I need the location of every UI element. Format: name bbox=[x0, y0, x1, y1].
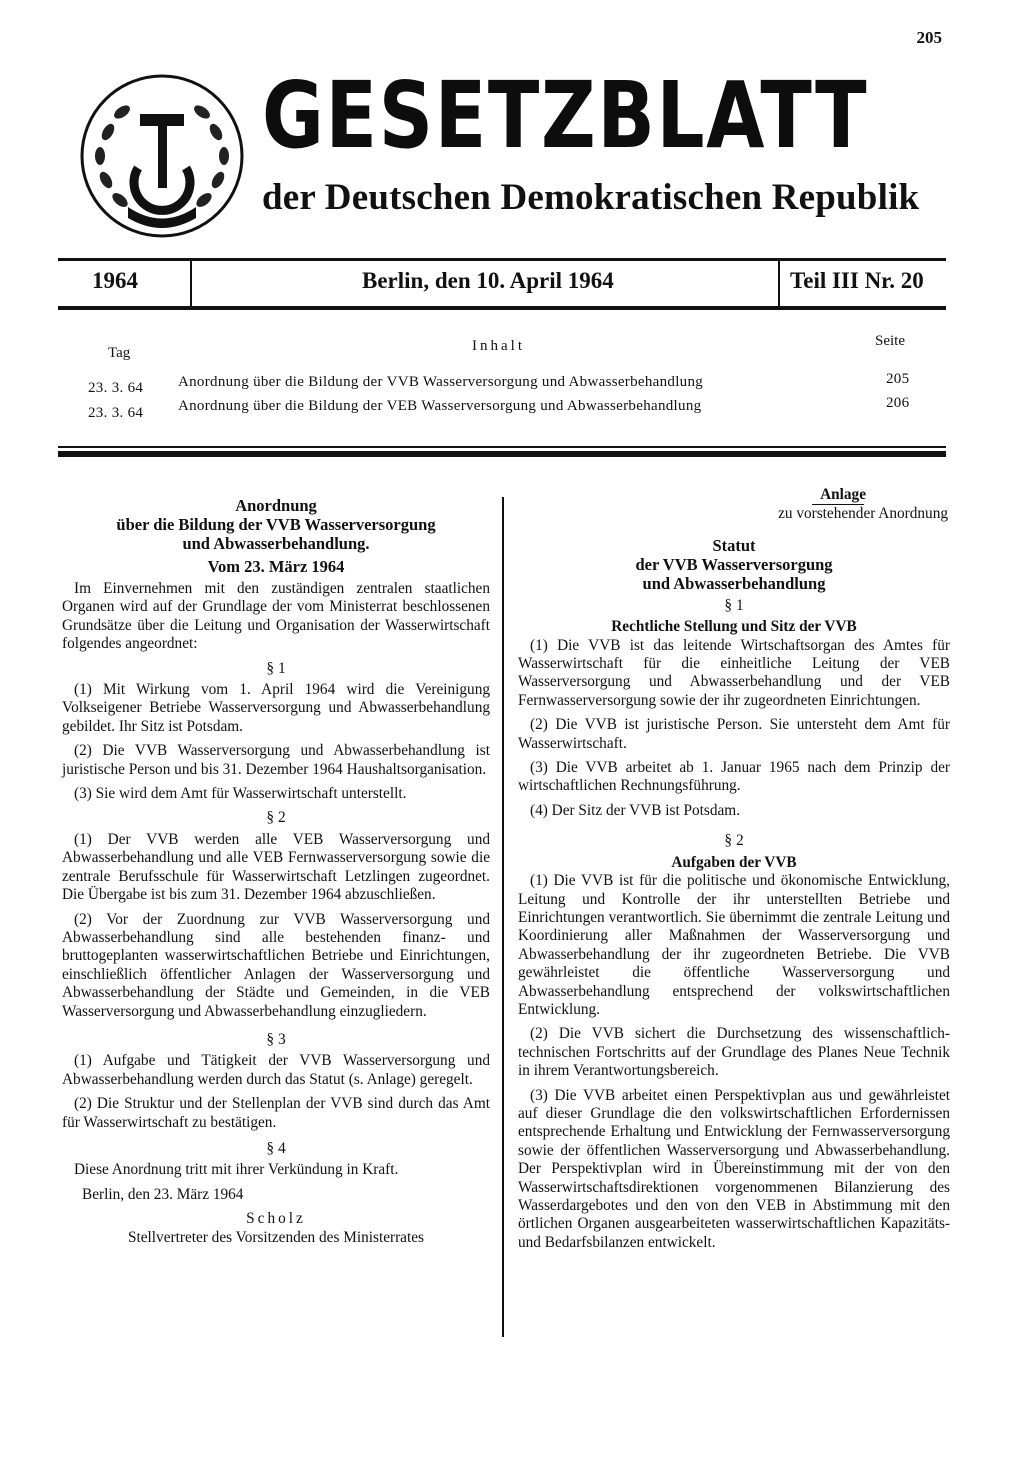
section-1-paragraph: (1) Mit Wirkung vom 1. April 1964 wird die Vereinigung Volkseigener Betriebe Wasserversorgung und Abwasserbehandlung gebildet. Ihr Sitz ist Potsdam. bbox=[62, 681, 490, 735]
section-1-paragraph: (3) Sie wird dem Amt für Wasserwirtschaft unterstellt. bbox=[74, 785, 407, 803]
contents-rule-thick bbox=[58, 451, 946, 457]
statute-section-2-paragraph: (1) Die VVB ist für die politische und ökonomische Entwicklung, Leitung und Kontrolle der ihr unterstellten Betriebe und Einrichtungen verantwortlich. Sie übernimmt die zentrale Leitung und Koordinierung aller Maßnahmen der Wasserversorgung und Abwasserbehandlung der ihr zugeordneten Betriebe. Die VVB gewährleistet die öffentliche Wasserversorgung und Abwasserbehandlung entsprechend der volkswirtschaftlichen Entwicklung. bbox=[518, 872, 950, 1018]
toc-row-day: 23. 3. 64 bbox=[88, 405, 144, 421]
toc-row-title: Anordnung über die Bildung der VEB Wasserversorgung und Abwasserbehandlung bbox=[178, 398, 702, 414]
issue-place-date: Berlin, den 10. April 1964 bbox=[362, 268, 614, 293]
section-1-heading: § 1 bbox=[266, 659, 286, 677]
statute-section-1-heading: § 1 bbox=[724, 596, 744, 614]
masthead-subtitle: der Deutschen Demokratischen Republik bbox=[262, 177, 920, 218]
toc-page-header: Seite bbox=[875, 333, 905, 349]
statute-title-line1: Statut bbox=[712, 535, 756, 555]
page-number: 205 bbox=[916, 28, 942, 47]
section-2-paragraph: (2) Vor der Zuordnung zur VVB Wasserversorgung und Abwasserbehandlung sind alle bestehenden finanz- und bruttogeplanten wasserwirtschaftlichen Betriebe und Einrichtungen, einschließlich öffentlicher Anlagen der Wasserversorgung und Abwasserbehandlung der Städte und Gemeinden, in die VEB Wasserversorgung und Abwasserbehandlung einzugliedern. bbox=[62, 910, 490, 1020]
section-2-heading: § 2 bbox=[266, 809, 286, 827]
section-4-paragraph: Diese Anordnung tritt mit ihrer Verkündung in Kraft. bbox=[74, 1161, 399, 1179]
left-column bbox=[62, 496, 490, 1247]
section-3-heading: § 3 bbox=[266, 1030, 286, 1048]
toc-row-day: 23. 3. 64 bbox=[88, 380, 144, 396]
toc-heading: Inhalt bbox=[472, 338, 525, 354]
toc-day-header: Tag bbox=[108, 345, 131, 361]
statute-section-1-title: Rechtliche Stellung und Sitz der VVB bbox=[611, 618, 857, 636]
statute-section-2-paragraph: (2) Die VVB sichert die Durchsetzung des wissenschaftlich-technischen Fortschritts auf der Grundlage des Planes Neue Technik in ihrem Verantwortungsbereich. bbox=[518, 1025, 950, 1080]
issue-year: 1964 bbox=[92, 268, 138, 293]
section-3-paragraph: (1) Aufgabe und Tätigkeit der VVB Wasserversorgung und Abwasserbehandlung werden durch das Statut (s. Anlage) geregelt. bbox=[62, 1052, 490, 1088]
signature-place-date: Berlin, den 23. März 1964 bbox=[82, 1185, 244, 1203]
column-divider bbox=[502, 497, 504, 1337]
statute-section-1-paragraph: (1) Die VVB ist das leitende Wirtschaftsorgan des Amtes für Wasserwirtschaft für die einheitliche Leitung der VEB Wasserversorgung und Abwasserbehandlung und der VEB Fernwasserversorgung sowie der ihr zugeordneten Einrichtungen. bbox=[518, 636, 950, 709]
section-4-heading: § 4 bbox=[266, 1139, 286, 1157]
decree-title-line2: über die Bildung der VVB Wasserversorgung bbox=[116, 515, 436, 534]
statute-section-1-paragraph: (3) Die VVB arbeitet ab 1. Januar 1965 nach dem Prinzip der wirtschaftlichen Rechnungsführung. bbox=[518, 759, 950, 795]
decree-date: Vom 23. März 1964 bbox=[207, 557, 345, 576]
annex-label: Anlage bbox=[820, 486, 866, 503]
decree-title-line1: Anordnung bbox=[235, 496, 317, 515]
toc-row-page: 205 bbox=[886, 371, 910, 387]
contents-rule-thin bbox=[58, 446, 946, 448]
state-emblem-icon bbox=[78, 72, 246, 240]
statute-section-1-paragraph: (2) Die VVB ist juristische Person. Sie untersteht dem Amt für Wasserwirtschaft. bbox=[518, 716, 950, 752]
masthead-title: GESETZBLATT bbox=[262, 62, 869, 169]
section-1-paragraph: (2) Die VVB Wasserversorgung und Abwasserbehandlung ist juristische Person und bis 31. Dezember 1964 Haushaltsorganisation. bbox=[62, 742, 490, 778]
toc-row-title: Anordnung über die Bildung der VVB Wasserversorgung und Abwasserbehandlung bbox=[178, 374, 704, 390]
statute-title-line3: und Abwasserbehandlung bbox=[642, 573, 826, 593]
decree-preamble: Im Einvernehmen mit den zuständigen zentralen staatlichen Organen wird auf der Grundlage der vom Ministerrat beschlossenen Grundsätze über die Leitung und Organisation der Wasserwirtschaft folgendes angeordnet: bbox=[62, 580, 490, 653]
section-2-paragraph: (1) Der VVB werden alle VEB Wasserversorgung und Abwasserbehandlung und alle VEB Fernwasserversorgung sowie die zentrale Berufsschule für Wasserwirtschaft Letzlingen zugeordnet. Die Übergabe ist bis zum 31. Dezember 1964 abzuschließen. bbox=[62, 830, 490, 904]
header-rule-bottom bbox=[58, 306, 946, 310]
signer-role: Stellvertreter des Vorsitzenden des Ministerrates bbox=[128, 1228, 424, 1246]
section-3-paragraph: (2) Die Struktur und der Stellenplan der VVB sind durch das Amt für Wasserwirtschaft zu bestätigen. bbox=[62, 1095, 490, 1131]
signer-name: Scholz bbox=[246, 1210, 306, 1228]
header-divider-left bbox=[190, 258, 192, 308]
statute-section-1-paragraph: (4) Der Sitz der VVB ist Potsdam. bbox=[530, 801, 741, 819]
issue-part-number: Teil III Nr. 20 bbox=[790, 268, 924, 293]
annex-subtitle: zu vorstehender Anordnung bbox=[778, 505, 948, 523]
statute-section-2-heading: § 2 bbox=[724, 832, 744, 850]
header-divider-right bbox=[778, 258, 780, 308]
statute-title-line2: der VVB Wasserversorgung bbox=[635, 554, 833, 574]
statute-section-2-paragraph: (3) Die VVB arbeitet einen Perspektivplan aus und gewährleistet auf dieser Grundlage die den volkswirtschaftlichen Erfordernissen entsprechende Erhaltung und Entwicklung der Fernwasserversorgung sowie der öffentlichen Wasserversorgung und Abwasserbehandlung. Der Perspektivplan wird in Übereinstimmung mit der von den Wasserwirtschaftsdirektionen vorgenommenen Bilanzierung des Wasserdargebotes und den von den VEB in Abstimmung mit den örtlichen Organen ausgearbeiteten wasserwirtschaftlichen Kapazitäts- und Bedarfsbilanzen entwickelt. bbox=[518, 1086, 950, 1251]
statute-section-2-title: Aufgaben der VVB bbox=[671, 853, 797, 871]
right-column bbox=[518, 486, 950, 1258]
toc-row-page: 206 bbox=[886, 395, 910, 411]
decree-title-line3: und Abwasserbehandlung. bbox=[182, 534, 370, 553]
